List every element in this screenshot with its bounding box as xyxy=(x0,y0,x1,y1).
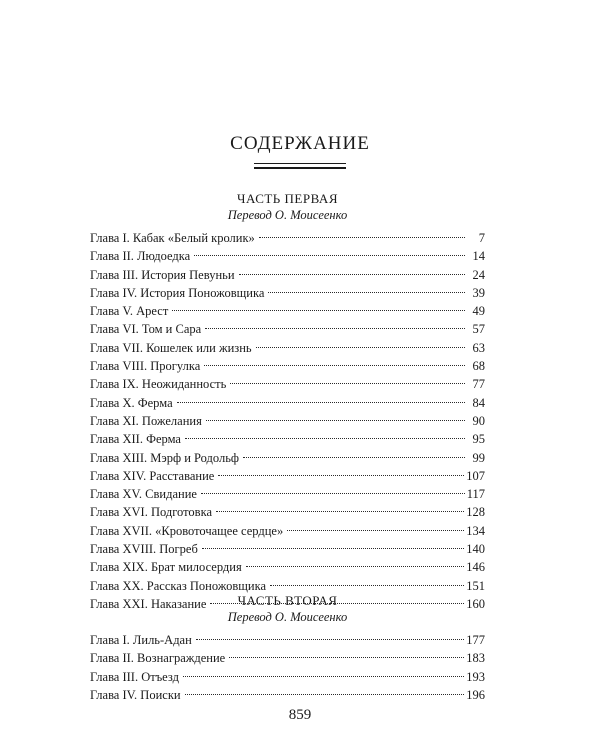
part-translator: Перевод О. Моисеенко xyxy=(227,208,348,222)
toc-entry xyxy=(90,649,485,667)
chapter-title: Глава VII. Кошелек или жизнь xyxy=(90,340,252,355)
toc-entry xyxy=(90,412,485,430)
chapter-title: Глава XI. Пожелания xyxy=(90,413,202,428)
chapter-page-number: 24 xyxy=(472,267,485,282)
dot-leader xyxy=(239,274,465,275)
toc-entry xyxy=(90,668,485,686)
title-double-rule xyxy=(254,163,346,169)
dot-leader xyxy=(256,347,465,348)
part-heading: ЧАСТЬ ВТОРАЯ xyxy=(237,593,338,608)
chapter-page-number: 39 xyxy=(472,285,485,300)
chapter-title: Глава XVII. «Кровоточащее сердце» xyxy=(90,523,284,538)
chapter-title: Глава XX. Рассказ Поножовщика xyxy=(90,578,267,593)
toc-entry xyxy=(90,284,485,302)
chapter-title: Глава IX. Неожиданность xyxy=(90,377,227,392)
toc-entry xyxy=(90,540,485,558)
dot-leader xyxy=(204,365,465,366)
chapter-title: Глава IV. Поиски xyxy=(90,687,181,702)
toc-entry xyxy=(90,485,485,503)
dot-leader xyxy=(230,383,465,384)
dot-leader xyxy=(201,493,465,494)
dot-leader xyxy=(243,457,465,458)
chapter-title: Глава V. Арест xyxy=(90,304,169,319)
chapter-page-number: 68 xyxy=(472,359,485,374)
dot-leader xyxy=(270,585,464,586)
chapter-page-number: 183 xyxy=(466,651,485,666)
toc-entry xyxy=(90,503,485,521)
dot-leader xyxy=(268,292,465,293)
chapter-page-number: 160 xyxy=(466,596,485,611)
chapter-page-number: 63 xyxy=(472,340,485,355)
dot-leader xyxy=(172,310,465,311)
toc-entry xyxy=(90,522,485,540)
chapter-page-number: 90 xyxy=(472,413,485,428)
chapter-title: Глава VI. Том и Сара xyxy=(90,322,202,337)
chapter-page-number: 140 xyxy=(466,542,485,557)
toc-entry xyxy=(90,631,485,649)
toc-entry xyxy=(90,357,485,375)
dot-leader xyxy=(287,530,464,531)
dot-leader xyxy=(246,566,465,567)
toc-entry xyxy=(90,467,485,485)
part-heading: ЧАСТЬ ПЕРВАЯ xyxy=(237,191,338,206)
chapter-title: Глава VIII. Прогулка xyxy=(90,359,201,374)
chapter-page-number: 14 xyxy=(472,249,485,264)
chapter-title: Глава XVI. Подготовка xyxy=(90,505,213,520)
toc-entry xyxy=(90,266,485,284)
dot-leader xyxy=(259,237,465,238)
chapter-title: Глава XIII. Мэрф и Родольф xyxy=(90,450,240,465)
chapter-page-number: 95 xyxy=(472,432,485,447)
dot-leader xyxy=(177,402,465,403)
dot-leader xyxy=(202,548,464,549)
chapter-title: Глава XVIII. Погреб xyxy=(90,542,198,557)
chapter-page-number: 84 xyxy=(472,395,485,410)
chapter-title: Глава X. Ферма xyxy=(90,395,173,410)
chapter-title: Глава II. Вознаграждение xyxy=(90,651,226,666)
toc-list xyxy=(90,631,485,704)
chapter-page-number: 77 xyxy=(472,377,485,392)
chapter-title: Глава I. Лиль-Адан xyxy=(90,633,192,647)
chapter-page-number: 146 xyxy=(466,560,485,575)
dot-leader xyxy=(218,475,464,476)
chapter-title: Глава XIV. Расставание xyxy=(90,468,215,483)
toc-entry xyxy=(90,229,485,247)
chapter-title: Глава III. История Певуньи xyxy=(90,267,235,282)
page-title: СОДЕРЖАНИЕ xyxy=(230,133,370,154)
toc-entry xyxy=(90,394,485,412)
chapter-title: Глава II. Людоедка xyxy=(90,249,191,264)
chapter-page-number: 196 xyxy=(466,687,485,702)
toc-entry xyxy=(90,375,485,393)
dot-leader xyxy=(183,676,464,677)
dot-leader xyxy=(206,420,465,421)
chapter-page-number: 117 xyxy=(466,487,485,502)
chapter-page-number: 134 xyxy=(466,523,485,538)
dot-leader xyxy=(185,694,465,695)
dot-leader xyxy=(205,328,465,329)
page-number: 859 xyxy=(288,707,312,723)
chapter-title: Глава I. Кабак «Белый кролик» xyxy=(90,231,255,245)
dot-leader xyxy=(185,438,465,439)
toc-entry xyxy=(90,302,485,320)
chapter-page-number: 151 xyxy=(466,578,485,593)
chapter-page-number: 107 xyxy=(466,468,485,483)
toc-entry xyxy=(90,686,485,704)
dot-leader xyxy=(216,511,464,512)
chapter-page-number: 57 xyxy=(472,322,485,337)
part-two xyxy=(90,592,485,704)
toc-entry xyxy=(90,320,485,338)
toc-list xyxy=(90,229,485,613)
chapter-page-number: 99 xyxy=(472,450,485,465)
chapter-page-number: 193 xyxy=(466,669,485,684)
part-translator: Перевод О. Моисеенко xyxy=(227,610,348,624)
chapter-page-number: 177 xyxy=(466,633,485,647)
chapter-title: Глава XIX. Брат милосердия xyxy=(90,560,242,575)
part-one xyxy=(90,190,485,613)
chapter-page-number: 7 xyxy=(478,231,485,245)
toc-entry xyxy=(90,558,485,576)
chapter-title: Глава XV. Свидание xyxy=(90,487,197,502)
toc-entry xyxy=(90,339,485,357)
chapter-page-number: 49 xyxy=(472,304,485,319)
chapter-title: Глава III. Отъезд xyxy=(90,669,179,684)
dot-leader xyxy=(229,657,464,658)
toc-entry xyxy=(90,449,485,467)
toc-entry xyxy=(90,247,485,265)
chapter-title: Глава XII. Ферма xyxy=(90,432,181,447)
chapter-title: Глава XXI. Наказание xyxy=(90,596,207,611)
chapter-page-number: 128 xyxy=(466,505,485,520)
chapter-title: Глава IV. История Поножовщика xyxy=(90,285,265,300)
dot-leader xyxy=(194,255,465,256)
dot-leader xyxy=(196,639,464,640)
toc-entry xyxy=(90,430,485,448)
